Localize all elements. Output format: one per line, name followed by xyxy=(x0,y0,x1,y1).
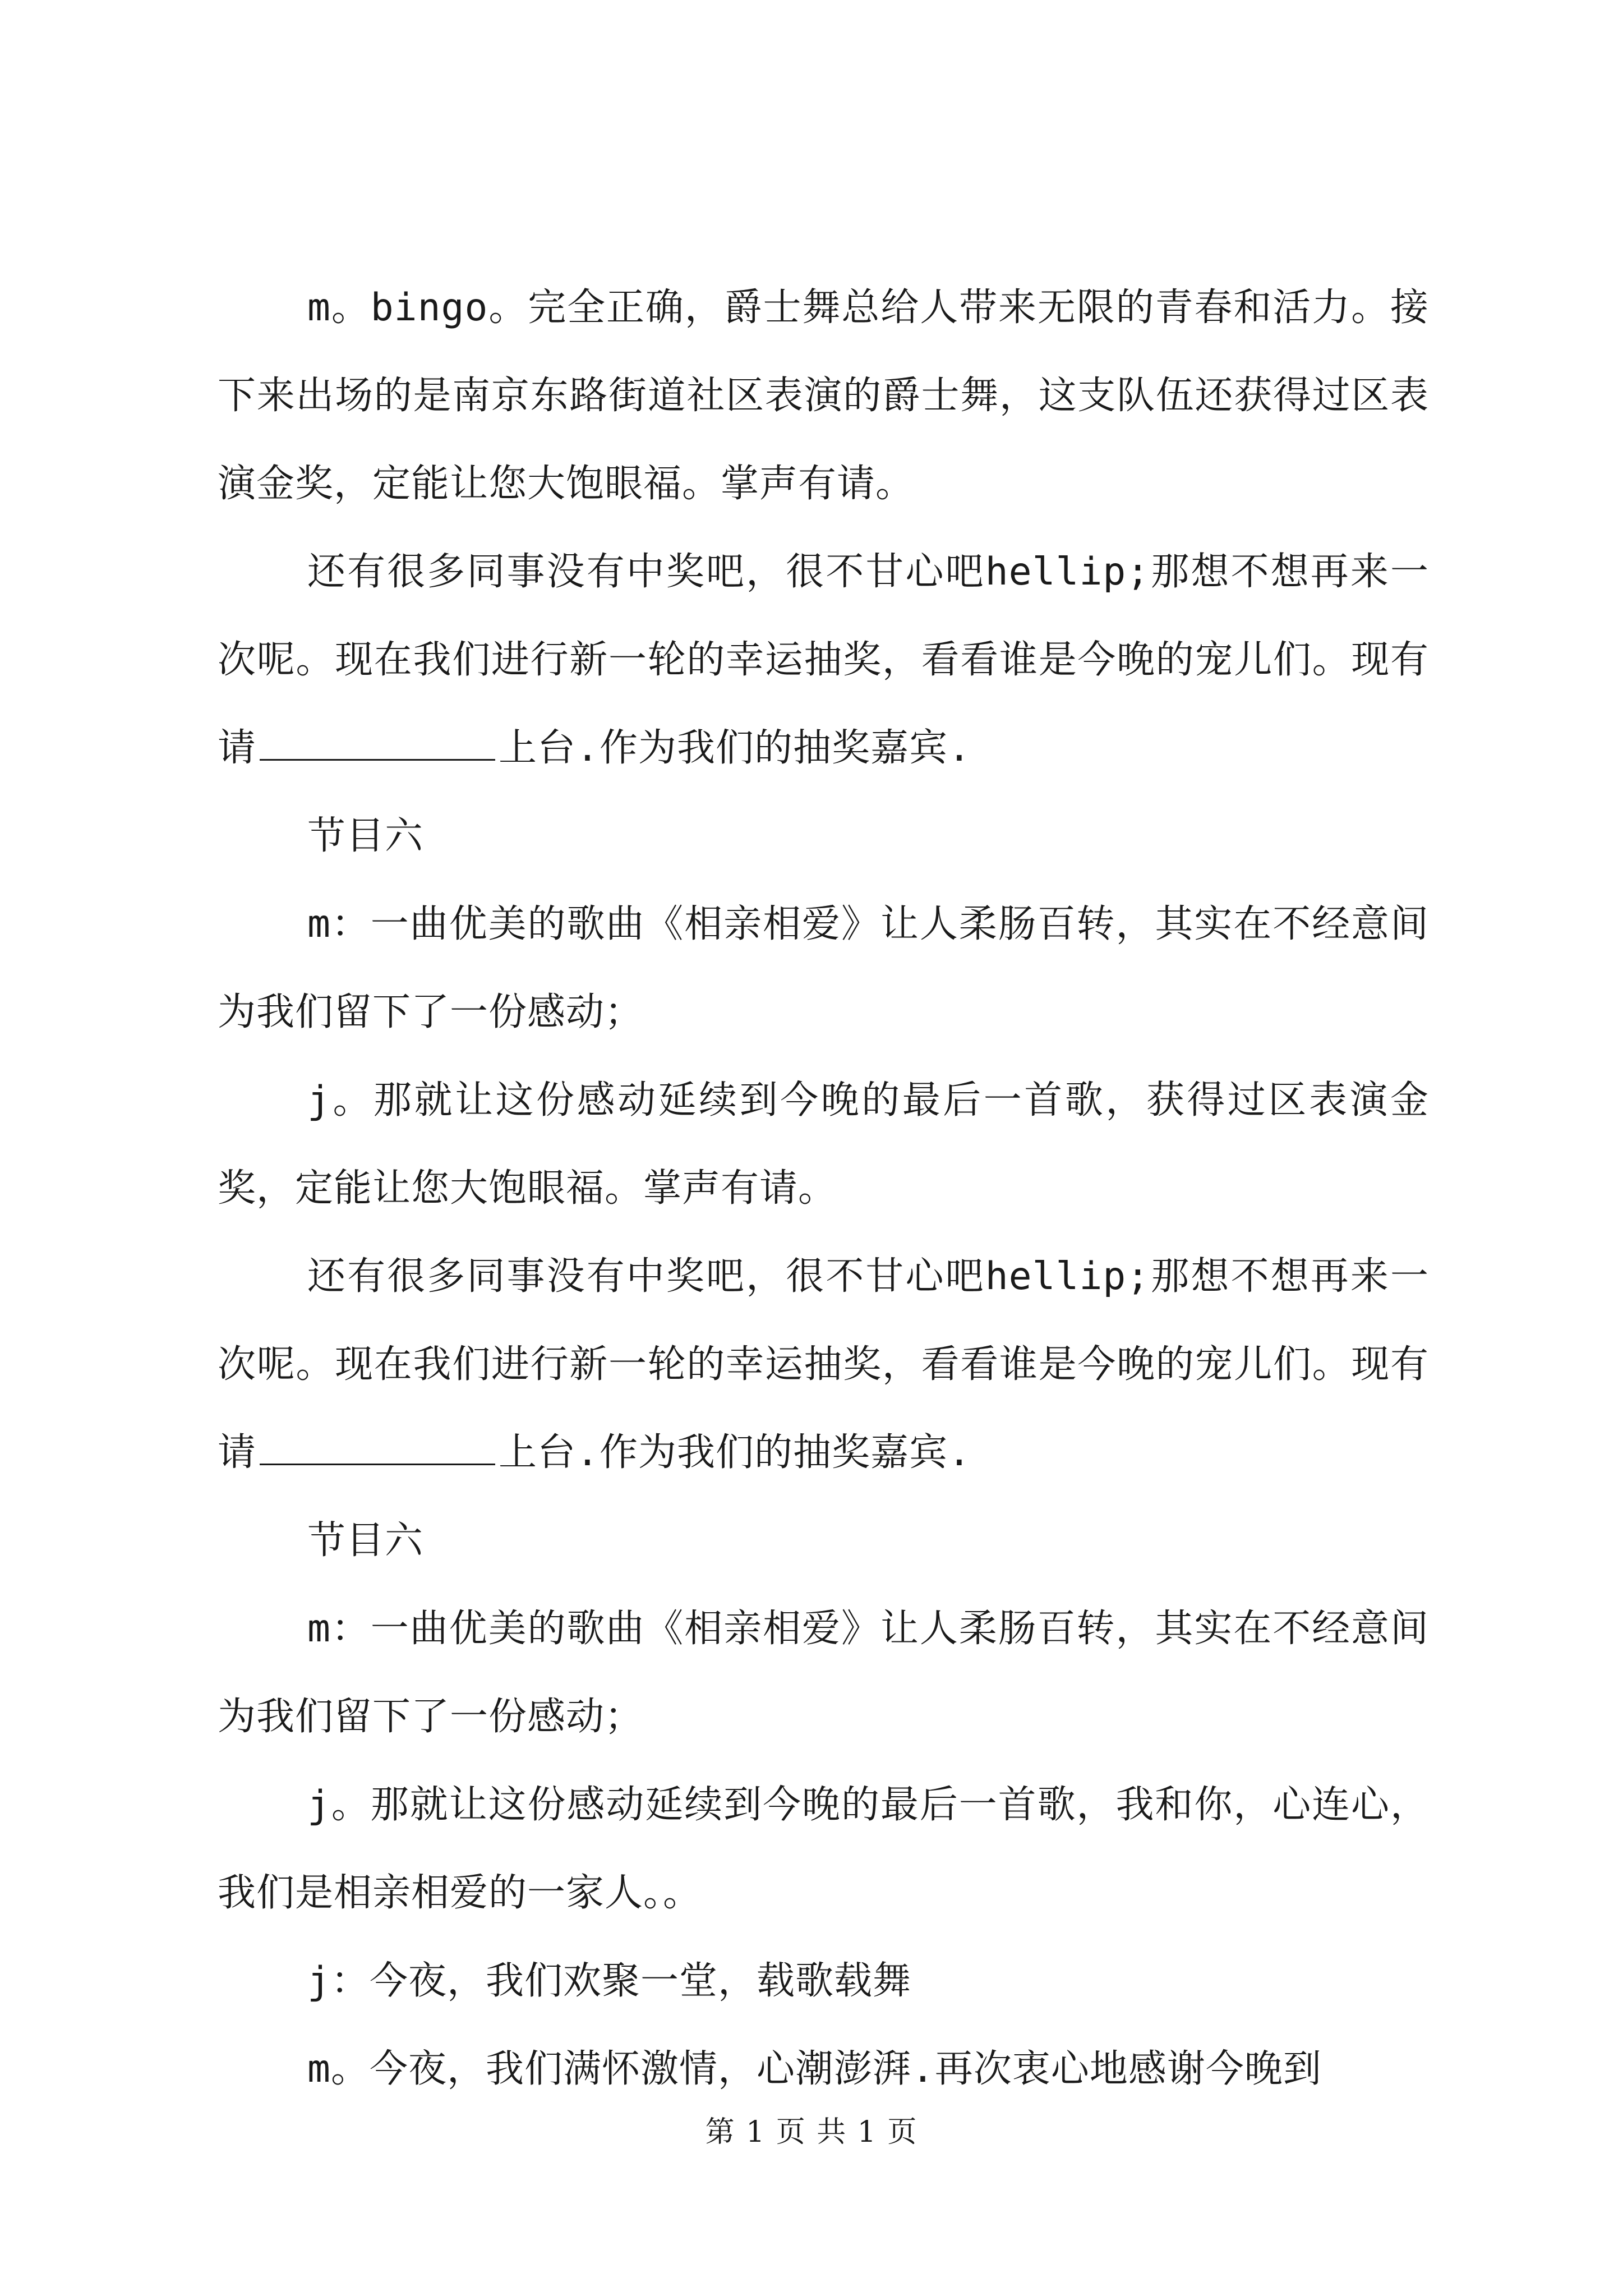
paragraph-11: m。今夜，我们满怀激情，心潮澎湃.再次衷心地感谢今晚到 xyxy=(307,2047,1322,2091)
paragraph-1: m。bingo。完全正确，爵士舞总给人带来无限的青春和活力。接下来出场的是南京东路街道社区表演的爵士舞，这支队伍还获得过区表演金奖，定能让您大饱眼福。掌声有请。 xyxy=(218,286,1429,506)
section-heading-program-six: 节目六 xyxy=(307,1519,424,1563)
paragraph-2-after-blank: 上台.作为我们的抽奖嘉宾. xyxy=(499,726,971,770)
paragraph-9: j。那就让这份感动延续到今晚的最后一首歌，我和你，心连心，我们是相亲相爱的一家人。。 xyxy=(218,1783,1429,1915)
paragraph-2 xyxy=(218,528,1429,792)
paragraph-6-after-blank: 上台.作为我们的抽奖嘉宾. xyxy=(499,1430,971,1475)
page-footer: 第 1 页 共 1 页 xyxy=(705,2115,918,2149)
paragraph-5: j。那就让这份感动延续到今晚的最后一首歌，获得过区表演金奖，定能让您大饱眼福。掌声有请。 xyxy=(218,1078,1429,1211)
paragraph-6 xyxy=(218,1232,1429,1497)
paragraph-6-before-blank: 还有很多同事没有中奖吧，很不甘心吧hellip;那想不想再来一次呢。现在我们进行新一轮的幸运抽奖，看看谁是今晚的宠儿们。现有请 xyxy=(218,1254,1429,1475)
paragraph-2-before-blank: 还有很多同事没有中奖吧，很不甘心吧hellip;那想不想再来一次呢。现在我们进行新一轮的幸运抽奖，看看谁是今晚的宠儿们。现有请 xyxy=(218,550,1429,770)
section-heading-program-six: 节目六 xyxy=(307,814,424,858)
fill-in-blank xyxy=(260,1425,495,1465)
paragraph-8: m：一曲优美的歌曲《相亲相爱》让人柔肠百转，其实在不经意间为我们留下了一份感动； xyxy=(218,1607,1429,1739)
paragraph-10: j：今夜，我们欢聚一堂，载歌载舞 xyxy=(307,1959,911,2003)
document-body xyxy=(218,264,1429,2113)
fill-in-blank xyxy=(260,721,495,761)
paragraph-4: m：一曲优美的歌曲《相亲相爱》让人柔肠百转，其实在不经意间为我们留下了一份感动； xyxy=(218,902,1429,1034)
